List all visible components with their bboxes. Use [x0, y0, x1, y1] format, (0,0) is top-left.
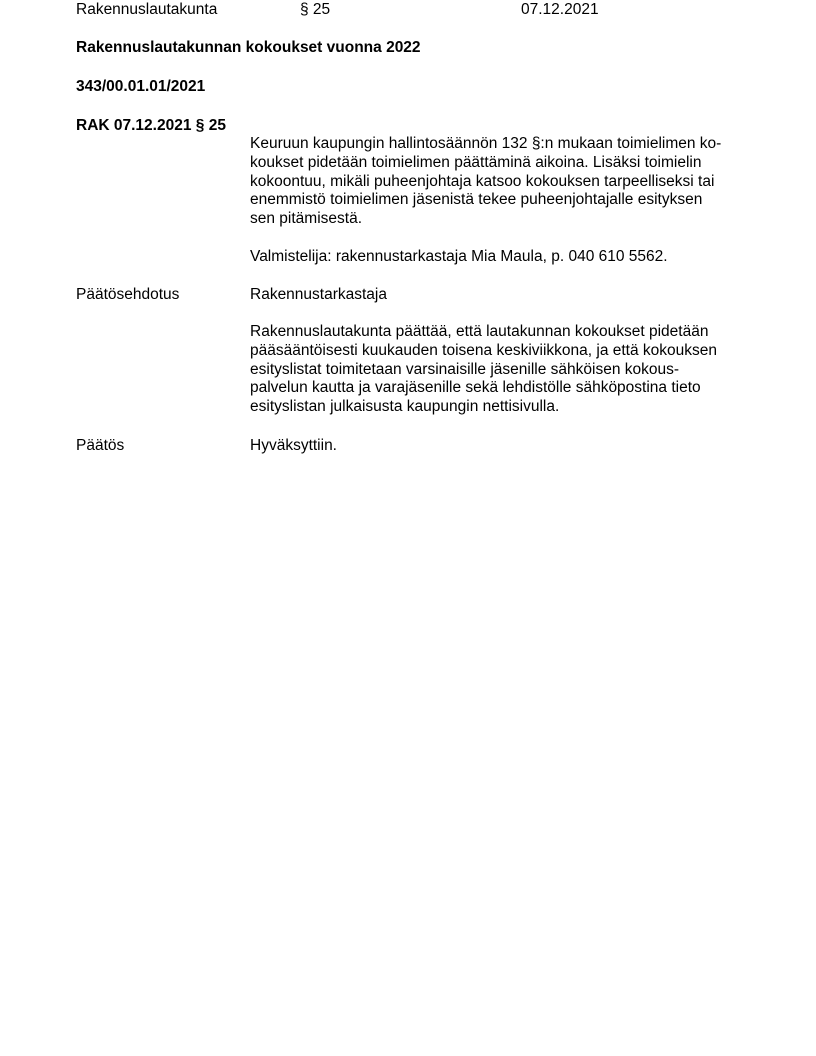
proposal-line: pääsääntöisesti kuukauden toisena keskiviikkona, ja että kokouksen	[250, 341, 718, 359]
meeting-reference: RAK 07.12.2021 § 25	[76, 117, 226, 134]
preparer-text: Valmistelija: rakennustarkastaja Mia Maula, p. 040 610 5562.	[250, 248, 668, 265]
proposal-paragraph	[250, 323, 750, 417]
intro-line: sen pitämisestä.	[250, 210, 362, 228]
header-section: § 25	[300, 1, 331, 18]
proposal-line: esityslistan julkaisusta kaupungin nettisivulla.	[250, 398, 560, 416]
proposal-line: palvelun kautta ja varajäsenille sekä lehdistölle sähköpostina tieto	[250, 379, 701, 397]
intro-line: koukset pidetään toimielimen päättäminä aikoina. Lisäksi toimielin	[250, 153, 702, 171]
decision-text: Hyväksyttiin.	[250, 437, 337, 454]
proposer	[250, 286, 750, 305]
decision-label: Päätös	[76, 437, 125, 454]
proposal-label: Päätösehdotus	[76, 286, 180, 303]
header-board: Rakennuslautakunta	[76, 1, 218, 18]
preparer-line	[250, 248, 750, 267]
intro-line: kokoontuu, mikäli puheenjohtaja katsoo kokouksen tarpeelliseksi tai	[250, 172, 715, 190]
intro-line: Keuruun kaupungin hallintosäännön 132 §:n mukaan toimielimen ko-	[250, 135, 722, 152]
proposal-line: esityslistat toimitetaan varsinaisille jäsenille sähköisen kokous-	[250, 360, 680, 378]
document-title: Rakennuslautakunnan kokoukset vuonna 2022	[76, 39, 421, 56]
header-date: 07.12.2021	[521, 1, 599, 18]
proposer-text: Rakennustarkastaja	[250, 286, 387, 303]
intro-line: enemmistö toimielimen jäsenistä tekee puheenjohtajalle esityksen	[250, 191, 703, 209]
proposal-line: Rakennuslautakunta päättää, että lautakunnan kokoukset pidetään	[250, 323, 709, 340]
intro-paragraph	[250, 135, 750, 229]
reference-number: 343/00.01.01/2021	[76, 78, 206, 95]
decision	[250, 437, 750, 456]
